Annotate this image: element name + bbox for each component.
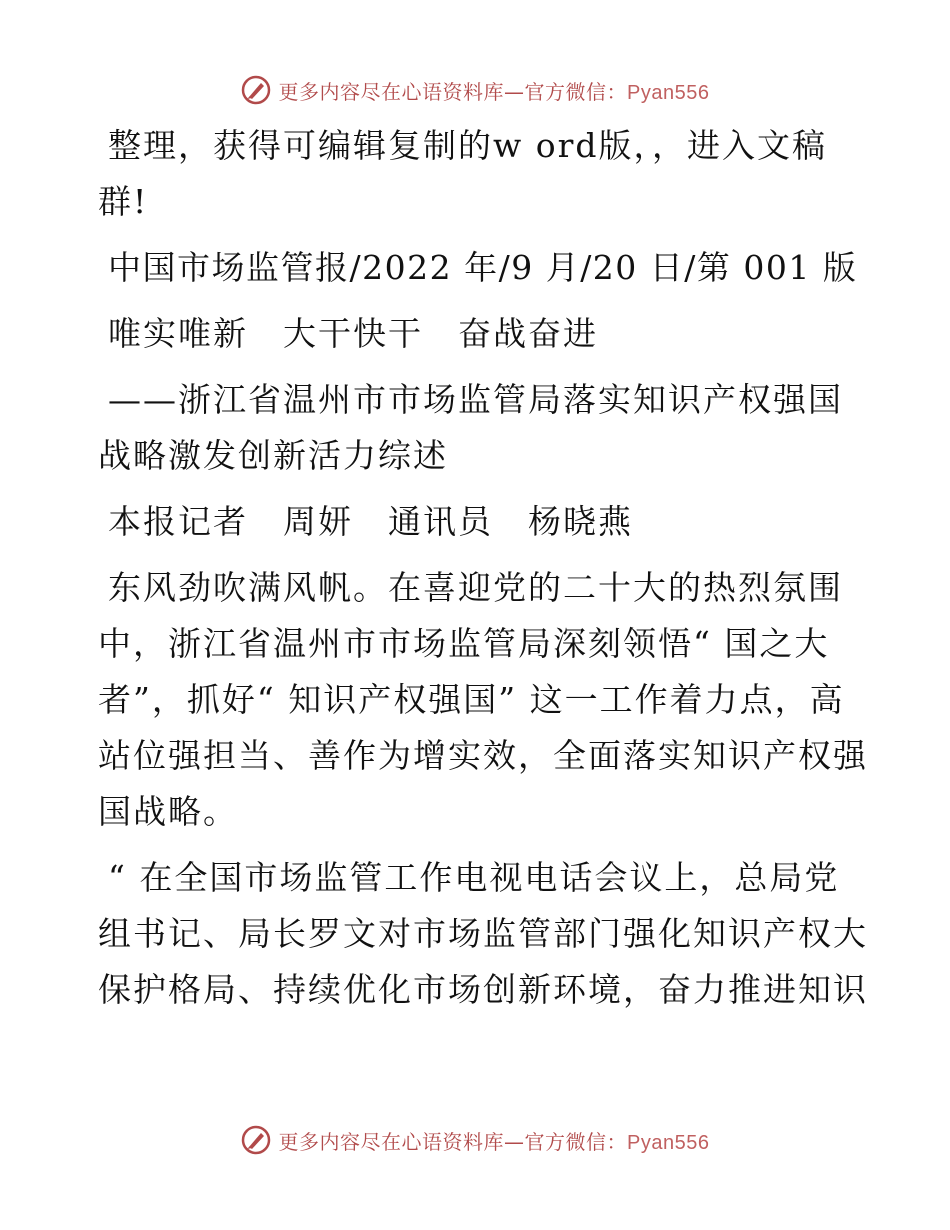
watermark-separator: — [504, 79, 525, 104]
intro-line: 整理，获得可编辑复制的w ord版，，进入文稿群! [98, 126, 828, 221]
subtitle: ——浙江省温州市市场监管局落实知识产权强国战略激发创新活力综述 [98, 380, 843, 475]
watermark-banner-top [0, 70, 950, 110]
body-paragraph-1: 东风劲吹满风帆。在喜迎党的二十大的热烈氛围中，浙江省温州市市场监管局深刻领悟“ 国之大者”，抓好“ 知识产权强国” 这一工作着力点，高站位强担当、善作为增实效，全面落实知识产权强国战略。 [98, 568, 868, 831]
watermark-main-text: 更多内容尽在心语资料库 [278, 1129, 505, 1154]
watermark-wechat-id: Pyan556 [627, 1131, 710, 1154]
headline: 唯实唯新 大干快干 奋战奋进 [108, 314, 598, 353]
watermark-separator: — [504, 1129, 525, 1154]
byline: 本报记者 周妍 通讯员 杨晓燕 [108, 502, 633, 541]
watermark-wechat-label: 官方微信： [524, 1129, 628, 1154]
watermark-text [279, 1126, 710, 1155]
watermark-text [279, 76, 710, 105]
watermark-main-text: 更多内容尽在心语资料库 [278, 79, 505, 104]
watermark-wechat-label: 官方微信： [524, 79, 628, 104]
body-paragraph-2: “ 在全国市场监管工作电视电话会议上，总局党组书记、局长罗文对市场监管部门强化知识产权大保护格局、持续优化市场创新环境，奋力推进知识 [98, 858, 868, 1009]
pen-quill-icon [241, 75, 271, 105]
watermark-banner-bottom [0, 1120, 950, 1160]
pen-quill-icon [241, 1125, 271, 1155]
source-line: 中国市场监管报/2022 年/9 月/20 日/第 001 版 [108, 248, 858, 287]
document-body [98, 118, 868, 1028]
watermark-wechat-id: Pyan556 [627, 81, 710, 104]
